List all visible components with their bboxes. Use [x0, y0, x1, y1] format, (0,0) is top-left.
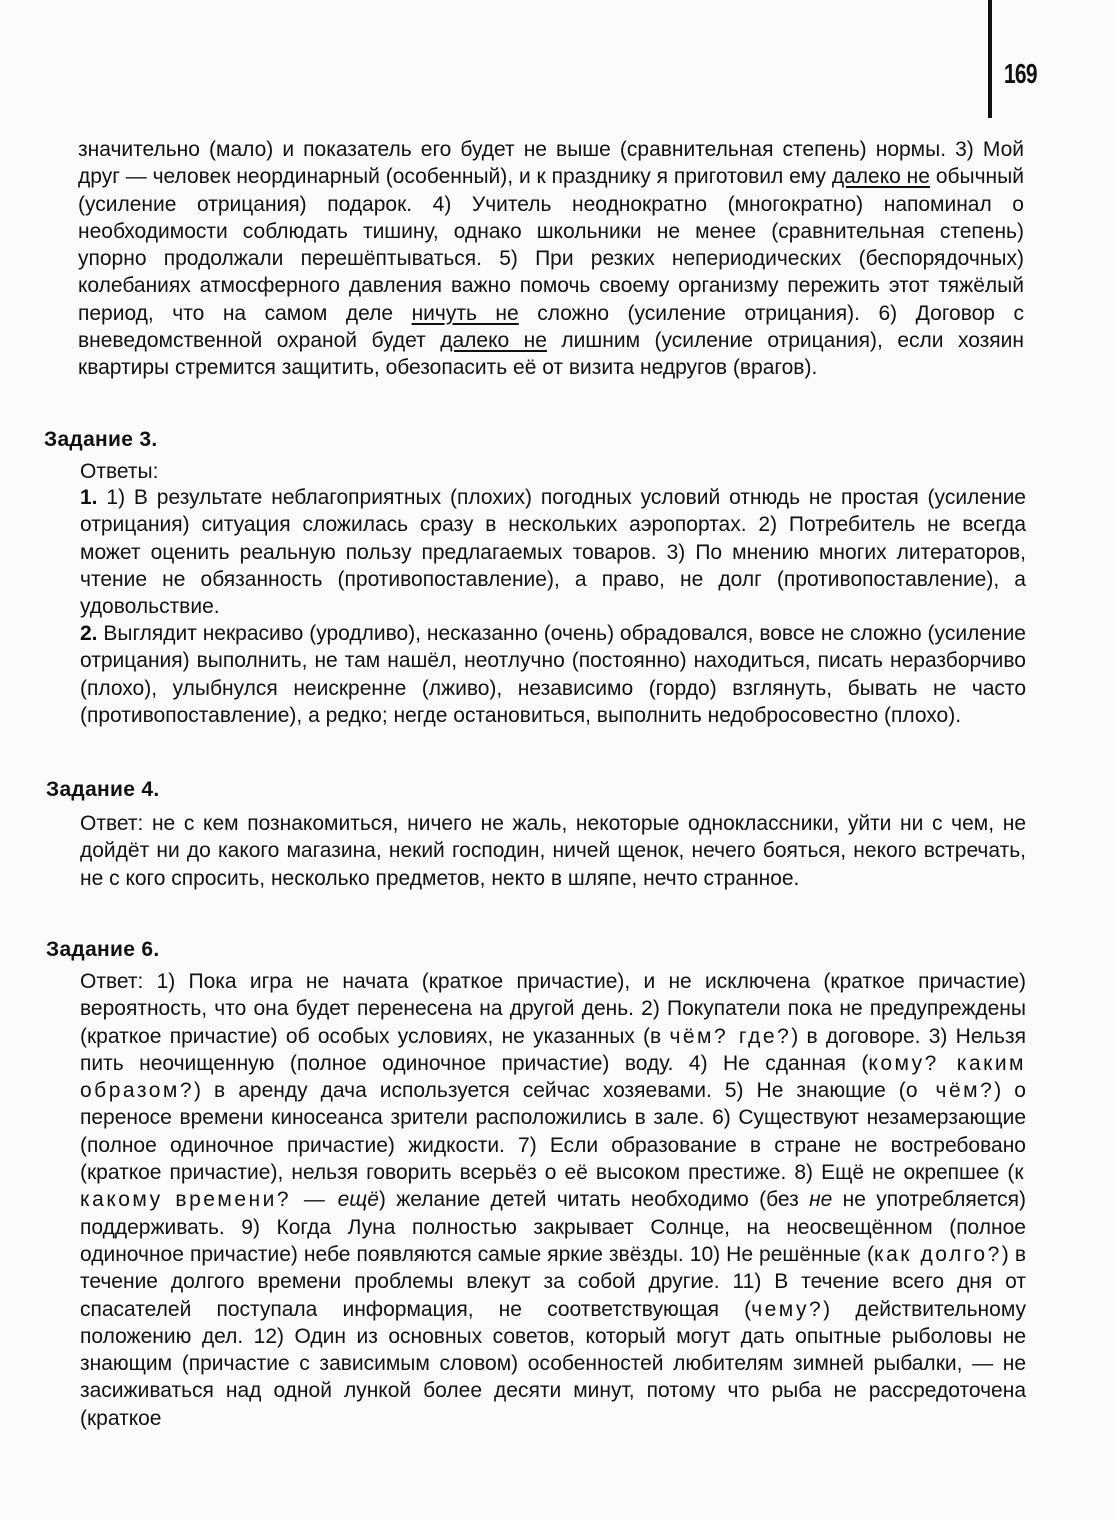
task6-text: не употребляется) поддерживать. 9) Когда Луна полностью закрывает Солнце, на неосвещённом (полное одиночное причастие) небе появляются самые яркие звёзды. 10) Не решённые (: [80, 1188, 1026, 1266]
task3-item-2: [80, 620, 1026, 729]
item-number: 2.: [80, 622, 98, 645]
task6-text: ) о переносе времени киносеанса зрители расположились в зале. 6) Существуют незамерзающие (полное одиночное причастие) жидкости. 7) Если образование в стране не востребовано (краткое причастие), нельзя говорить всерьёз о её высоком престиже. 8) Ещё не окрепшее (: [80, 1079, 1026, 1185]
task6-heading: Задание 6.: [46, 938, 160, 961]
page-margin-rule: [988, 0, 992, 118]
intro-paragraph: [78, 136, 1024, 382]
question-spaced: к какому времени? —: [80, 1161, 1026, 1212]
underlined-phrase-1: далеко не: [831, 165, 930, 189]
question-spaced: чём? где?: [669, 1024, 792, 1048]
task6-text: ) в аренду дача используется сейчас хозяевами. 5) Не знающие (: [194, 1079, 906, 1103]
intro-text-3: сложно (усиление отрицания). 6) Договор с вневедомственной охраной будет: [78, 301, 1024, 353]
question-spaced: чему?: [751, 1297, 824, 1321]
task6-text: ) желание детей читать необходимо (без: [378, 1188, 810, 1212]
page-number: 169: [1004, 58, 1037, 89]
question-spaced: о чём?: [905, 1079, 995, 1103]
underlined-phrase-2: ничуть не: [411, 301, 519, 325]
task4-answer: [80, 810, 1026, 892]
intro-text-4: лишним (усиление отрицания), если хозяин квартиры стремится защитить, обезопасить её от визита недругов (врагов).: [78, 329, 1024, 380]
italic-word: ещё: [327, 1188, 379, 1212]
task6-answer: [80, 968, 1026, 1432]
question-spaced: кому? каким образом?: [80, 1051, 1026, 1103]
task6-text: ) в течение долгого времени проблемы влекут за собой другие. 11) В течение всего дня от спасателей поступала информация, не соответствующая (: [80, 1242, 1026, 1321]
item-text: 1) В результате неблагоприятных (плохих) погодных условий отнюдь не простая (усиление отрицания) ситуация сложилась сразу в нескольких аэропортах. 2) Потребитель не всегда может оценить реальную пользу предлагаемых товаров. 3) По мнению многих литераторов, чтение не обязанность (противопоставление), а право, не долг (противопоставление), а удовольствие.: [80, 486, 1026, 619]
task4-text: Ответ: не с кем познакомиться, ничего не жаль, некоторые одноклассники, уйти ни с чем, не дойдёт ни до какого магазина, некий господин, ничей щенок, нечего бояться, некого встречать, не с кого спросить, несколько предметов, некто в шляпе, нечто странное.: [80, 812, 1026, 890]
task6-text: ) в договоре. 3) Нельзя пить неочищенную (полное одиночное причастие) воду. 4) Не сданная (: [80, 1024, 1026, 1075]
intro-text-2: обычный (усиление отрицания) подарок. 4) Учитель неоднократно (многократно) напоминал о необходимости соблюдать тишину, однако школьники не менее (сравнительная степень) упорно продолжали перешёптываться. 5) При резких непериодических (беспорядочных) колебаниях атмосферного давления важно помочь своему организму пережить этот тяжёлый период, что на самом деле: [78, 165, 1024, 325]
task4-heading: Задание 4.: [46, 778, 160, 801]
task3-item-1: [80, 484, 1026, 620]
italic-word: не: [809, 1188, 833, 1212]
question-spaced: как долго?: [873, 1242, 1002, 1266]
item-text: Выглядит некрасиво (уродливо), несказанно (очень) обрадовался, вовсе не сложно (усиление отрицания) выполнить, не там нашёл, неотлучно (постоянно) находиться, писать неразборчиво (плохо), улыбнулся неискренне (лживо), независимо (гордо) взглянуть, бывать не часто (противопоставление), а редко; негде остановиться, выполнить недобросовестно (плохо).: [80, 622, 1026, 727]
task3-heading: Задание 3.: [44, 428, 158, 451]
task3-answers-label: [80, 458, 1026, 485]
underlined-phrase-3: далеко не: [440, 329, 547, 353]
task6-text: Ответ: 1) Пока игра не начата (краткое причастие), и не исключена (краткое причастие) вероятность, что она будет перенесена на другой день. 2) Покупатели пока не предупреждены (краткое причастие) об особых условиях, не указанных (в: [80, 970, 1026, 1048]
answers-label: Ответы:: [80, 460, 159, 483]
intro-text-1: значительно (мало) и показатель его будет не выше (сравнительная степень) нормы. 3) Мой друг — человек неординарный (особенный), и к празднику я приготовил ему: [78, 138, 1024, 189]
task6-text: ) действительному положению дел. 12) Один из основных советов, который могут дать опытные рыболовы не знающим (причастие с зависимым словом) особенностей любителям зимней рыбалки, — не засиживаться над одной лункой более десяти минут, потому что рыба не рассредоточена (краткое: [80, 1297, 1026, 1430]
item-number: 1.: [80, 486, 98, 509]
